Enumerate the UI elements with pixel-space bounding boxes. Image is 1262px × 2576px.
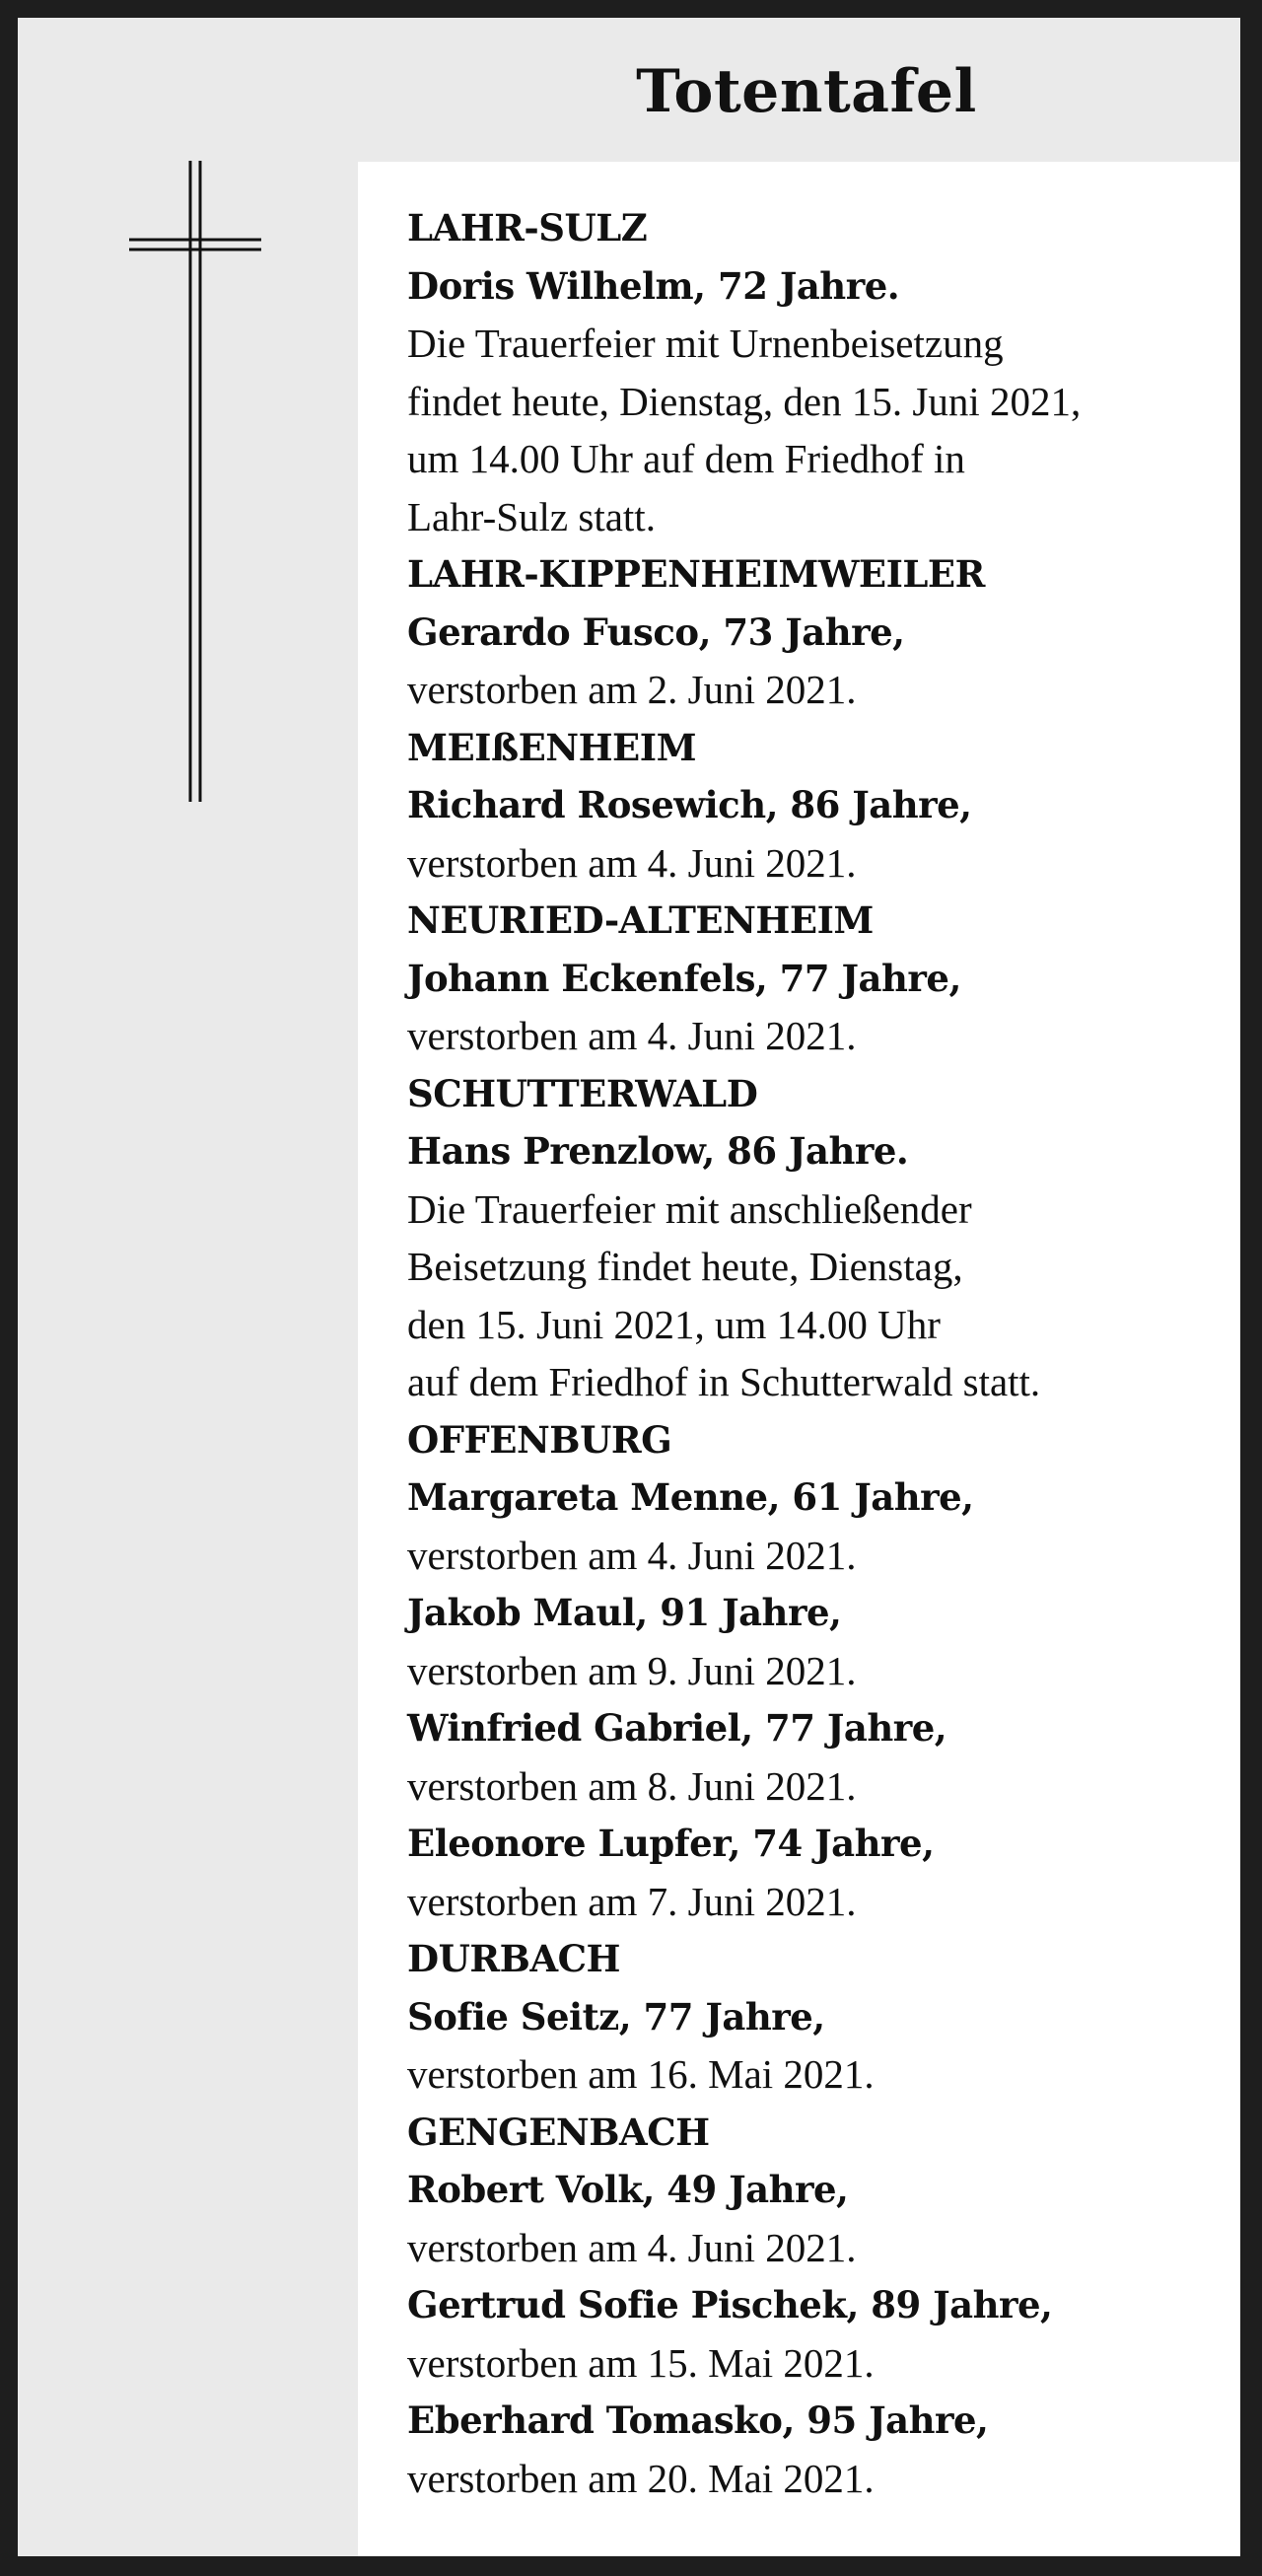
place-heading: NEURIED-ALTENHEIM [407,898,874,942]
obituary-text: verstorben am 4. Juni 2021. [407,839,857,886]
deceased-name: Gerardo Fusco, 73 Jahre, [407,609,905,654]
place-heading: DURBACH [407,1937,620,1980]
obituary-text: findet heute, Dienstag, den 15. Juni 2021, [407,378,1082,424]
deceased-name: Gertrud Sofie Pischek, 89 Jahre, [407,2283,1053,2326]
obituary-text: verstorben am 16. Mai 2021. [407,2051,875,2097]
obituary-text: Die Trauerfeier mit anschließender [407,1185,972,1232]
place-heading: LAHR-SULZ [407,206,648,250]
obituary-board [18,18,1240,2556]
deceased-name: Margareta Menne, 61 Jahre, [407,1475,974,1519]
obituary-text: auf dem Friedhof in Schutterwald statt. [407,1359,1041,1404]
deceased-name: Robert Volk, 49 Jahre, [407,2168,849,2211]
obituary-text: verstorben am 2. Juni 2021. [407,667,857,712]
place-heading: MEIßENHEIM [407,725,697,769]
place-heading: OFFENBURG [407,1417,672,1462]
deceased-name: Eberhard Tomasko, 95 Jahre, [407,2398,989,2442]
place-heading: LAHR-KIPPENHEIMWEILER [407,552,985,596]
obituary-text: den 15. Juni 2021, um 14.00 Uhr [407,1301,941,1347]
obituary-text: Die Trauerfeier mit Urnenbeisetzung [407,321,1004,366]
obituary-text: verstorben am 20. Mai 2021. [407,2455,875,2501]
obituary-text: verstorben am 4. Juni 2021. [407,1013,857,1058]
deceased-name: Richard Rosewich, 86 Jahre, [407,783,972,826]
deceased-name: Doris Wilhelm, 72 Jahre. [407,263,900,308]
obituary-text: Beisetzung findet heute, Dienstag, [407,1244,963,1289]
obituary-list [407,199,1226,2507]
obituary-text: verstorben am 7. Juni 2021. [407,1878,857,1924]
obituary-text: verstorben am 4. Juni 2021. [407,2224,857,2270]
obituary-list-panel [358,162,1240,2556]
page-title: Totentafel [636,57,977,126]
obituary-text: verstorben am 4. Juni 2021. [407,1532,857,1578]
place-heading: GENGENBACH [407,2110,710,2154]
deceased-name: Eleonore Lupfer, 74 Jahre, [407,1822,935,1865]
obituary-text: Lahr-Sulz statt. [407,493,656,539]
place-heading: SCHUTTERWALD [407,1071,758,1115]
deceased-name: Jakob Maul, 91 Jahre, [407,1591,842,1634]
obituary-text: verstorben am 9. Juni 2021. [407,1647,857,1693]
obituary-text: verstorben am 8. Juni 2021. [407,1762,857,1809]
deceased-name: Johann Eckenfels, 77 Jahre, [407,956,961,1000]
obituary-text: verstorben am 15. Mai 2021. [407,2339,875,2386]
deceased-name: Hans Prenzlow, 86 Jahre. [407,1129,909,1173]
obituary-text: um 14.00 Uhr auf dem Friedhof in [407,436,965,481]
cross-icon [111,161,269,831]
deceased-name: Sofie Seitz, 77 Jahre, [407,1994,825,2039]
deceased-name: Winfried Gabriel, 77 Jahre, [407,1706,947,1750]
